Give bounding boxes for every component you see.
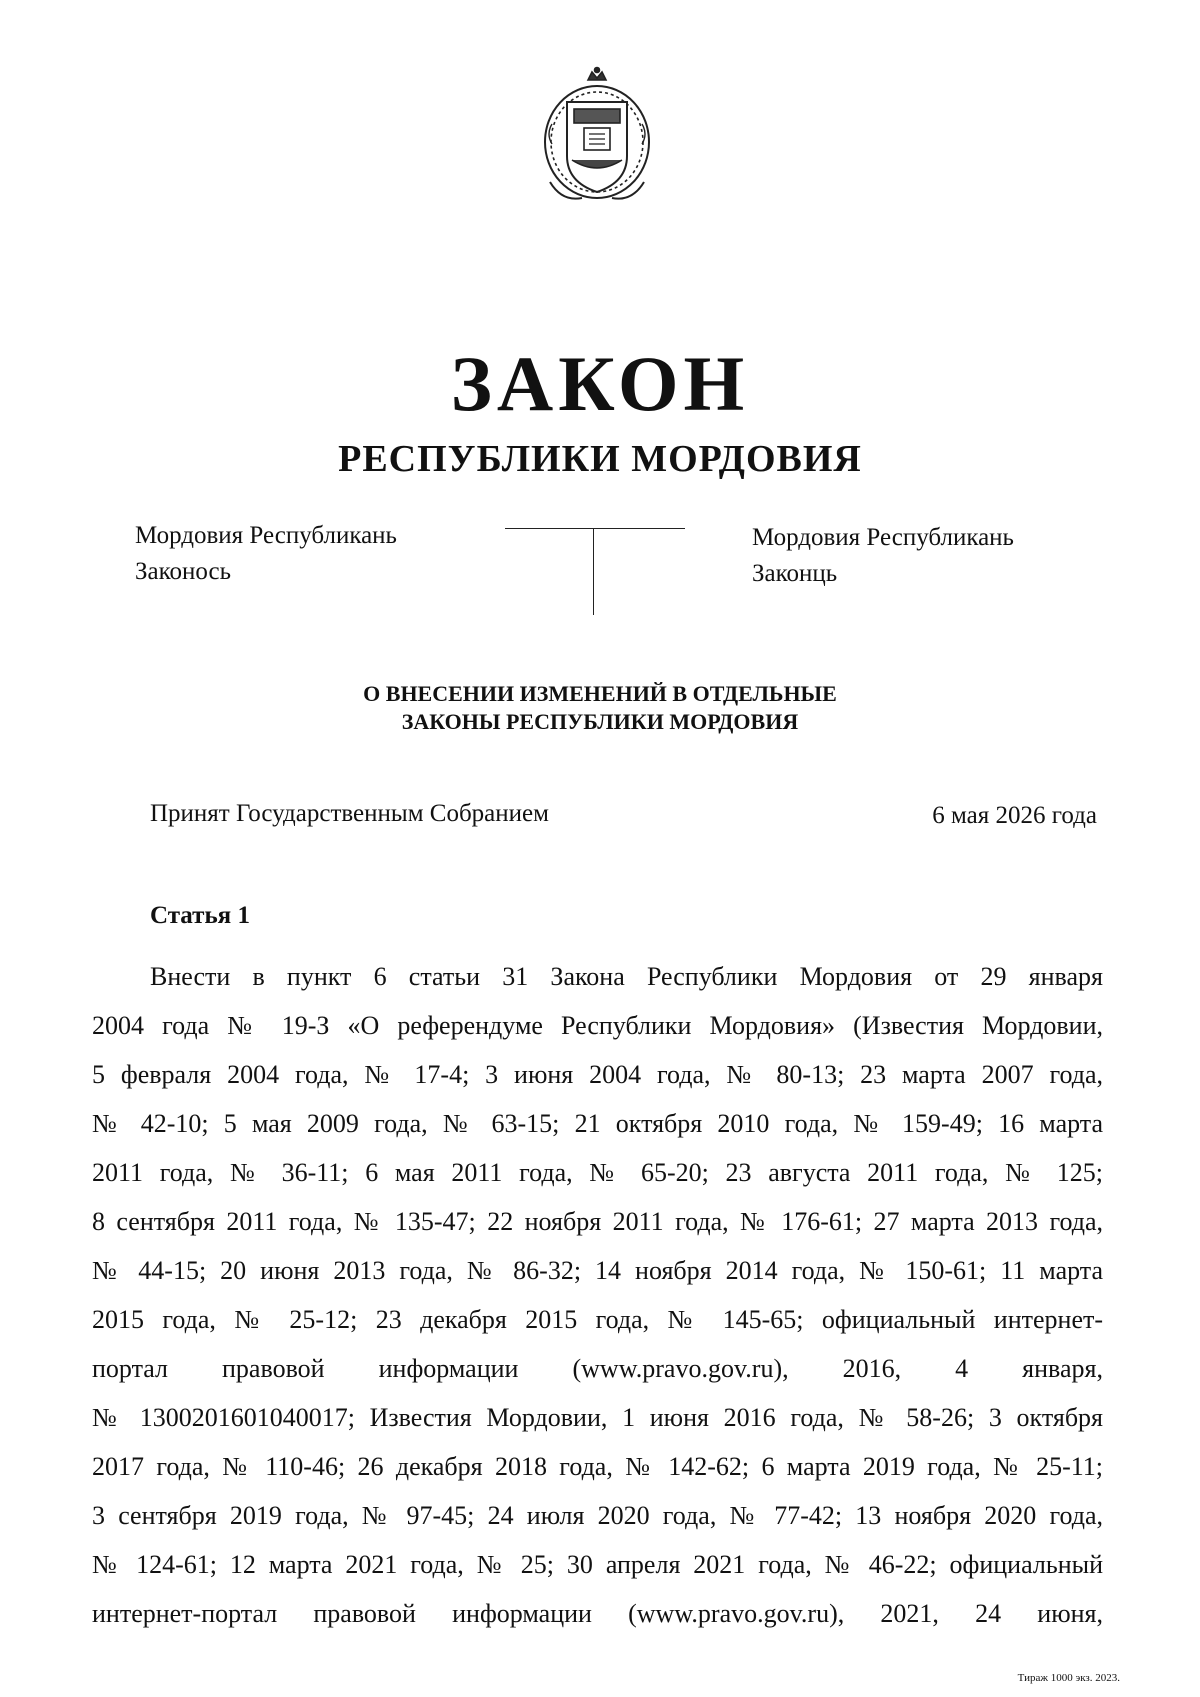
document-subtitle: РЕСПУБЛИКИ МОРДОВИЯ [338,438,862,480]
body-line: 2017 года, № 110-46; 26 декабря 2018 года, № 142-62; 6 марта 2019 года, № 25-11; [92,1452,1103,1481]
body-line: 2004 года № 19-З «О референдуме Республики Мордовия» (Известия Мордовии, [92,1011,1103,1040]
adopted-by-label: Принят Государственным Собранием [150,800,549,827]
body-line: интернет-портал правовой информации (www.pravo.gov.ru), 2021, 24 июня, [92,1599,1103,1628]
law-name-erzya [752,520,1014,592]
body-line: № 124-61; 12 марта 2021 года, № 25; 30 апреля 2021 года, № 46-22; официальный [92,1550,1103,1579]
divider-horizontal [505,528,685,529]
law-heading-line-2: ЗАКОНЫ РЕСПУБЛИКИ МОРДОВИЯ [401,709,799,734]
body-line: № 1300201601040017; Известия Мордовии, 1 июня 2016 года, № 58-26; 3 октября [92,1403,1103,1432]
body-line: Внести в пункт 6 статьи 31 Закона Республики Мордовия от 29 января [150,962,1103,991]
body-line: 8 сентября 2011 года, № 135-47; 22 ноября 2011 года, № 176-61; 27 марта 2013 года, [92,1207,1103,1236]
law-heading-line-1: О ВНЕСЕНИИ ИЗМЕНЕНИЙ В ОТДЕЛЬНЫЕ [363,681,837,706]
law-name-erzya-line-1: Мордовия Республикань [752,524,1014,551]
body-line: 2015 года, № 25-12; 23 декабря 2015 года, № 145-65; официальный интернет- [92,1305,1103,1334]
law-name-moksha-line-1: Мордовия Республикань [135,522,397,549]
law-name-erzya-line-2: Законць [752,560,838,587]
body-line: № 44-15; 20 июня 2013 года, № 86-32; 14 ноября 2014 года, № 150-61; 11 марта [92,1256,1103,1285]
law-name-moksha-line-2: Законось [135,558,231,585]
law-heading [0,680,1200,736]
adopted-date: 6 мая 2026 года [932,802,1097,829]
print-run-note: Тираж 1000 экз. 2023. [1017,1672,1120,1684]
article-body [92,952,1103,1638]
law-name-moksha [135,518,397,590]
body-line: 5 февраля 2004 года, № 17-4; 3 июня 2004 года, № 80-13; 23 марта 2007 года, [92,1060,1103,1089]
body-line: 2011 года, № 36-11; 6 мая 2011 года, № 65-20; 23 августа 2011 года, № 125; [92,1158,1103,1187]
divider-vertical [593,529,594,615]
body-line: портал правовой информации (www.pravo.gov.ru), 2016, 4 января, [92,1354,1103,1383]
body-line: 3 сентября 2019 года, № 97-45; 24 июля 2020 года, № 77-42; 13 ноября 2020 года, [92,1501,1103,1530]
body-line: № 42-10; 5 мая 2009 года, № 63-15; 21 октября 2010 года, № 159-49; 16 марта [92,1109,1103,1138]
coat-of-arms-icon [532,64,662,214]
document-title: ЗАКОН [450,340,750,427]
article-title: Статья 1 [150,902,250,929]
